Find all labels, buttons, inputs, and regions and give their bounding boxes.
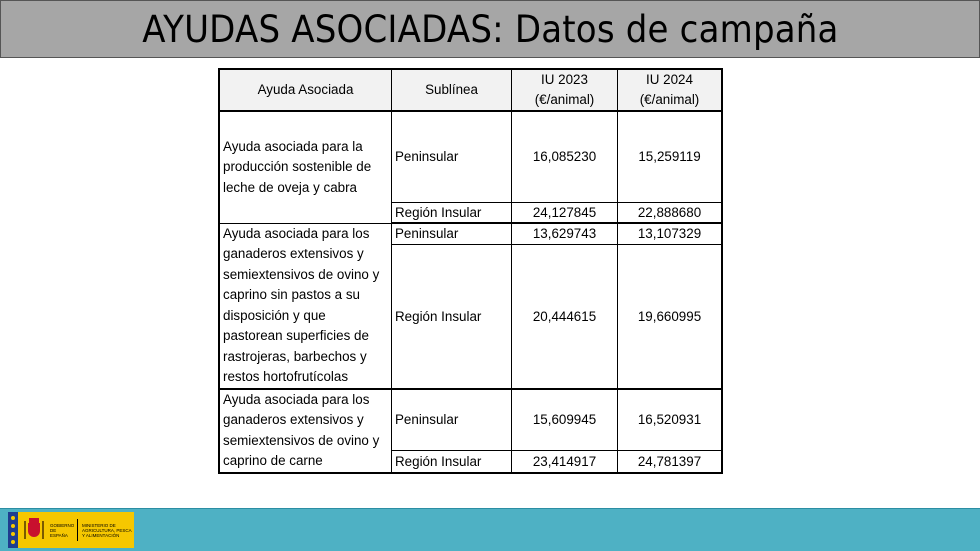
header-sublinea: Sublínea <box>392 69 512 111</box>
header-iu2024-unit: (€/animal) <box>639 92 700 107</box>
table-row <box>219 223 722 244</box>
iu2023-cell: 13,629743 <box>512 223 618 244</box>
group-description: Ayuda asociada para los ganaderos extensivos y semiextensivos de ovino y caprino sin pastos a su disposición y que pastorean superficies de rastrojeras, barbechos y restos hortofrutícolas <box>219 223 392 389</box>
iu2024-cell: 13,107329 <box>618 223 723 244</box>
sublinea-cell: Peninsular <box>392 111 512 202</box>
iu2023-cell: 15,609945 <box>512 389 618 451</box>
logo-separator <box>77 519 78 541</box>
iu2023-cell: 24,127845 <box>512 202 618 223</box>
iu2023-cell: 23,414917 <box>512 451 618 473</box>
logo-gobierno-text: GOBIERNO DE ESPAÑA <box>50 522 75 538</box>
logo-ministerio-text: MINISTERIO DE AGRICULTURA, PESCA Y ALIMENTACIÓN <box>82 522 132 538</box>
iu2024-cell: 19,660995 <box>618 244 723 388</box>
table-row <box>219 111 722 202</box>
iu2023-cell: 16,085230 <box>512 111 618 202</box>
table-header-row <box>219 69 722 111</box>
iu2024-cell: 16,520931 <box>618 389 723 451</box>
header-iu2023-unit: (€/animal) <box>534 92 595 107</box>
iu2023-cell: 20,444615 <box>512 244 618 388</box>
coat-of-arms-icon <box>24 517 44 543</box>
iu2024-cell: 22,888680 <box>618 202 723 223</box>
header-iu2024 <box>618 69 723 111</box>
table-row <box>219 389 722 451</box>
page-title: AYUDAS ASOCIADAS: Datos de campaña <box>141 7 839 51</box>
sublinea-cell: Región Insular <box>392 451 512 473</box>
iu2024-cell: 15,259119 <box>618 111 723 202</box>
header-ayuda: Ayuda Asociada <box>219 69 392 111</box>
aid-table <box>218 68 723 474</box>
government-logo <box>8 512 134 548</box>
sublinea-cell: Región Insular <box>392 244 512 388</box>
header-iu2023 <box>512 69 618 111</box>
title-bar <box>0 0 980 58</box>
footer-band <box>0 509 980 551</box>
iu2024-cell: 24,781397 <box>618 451 723 473</box>
group-description: Ayuda asociada para la producción sostenible de leche de oveja y cabra <box>219 111 392 223</box>
header-iu2024-year: IU 2024 <box>646 72 693 87</box>
sublinea-cell: Peninsular <box>392 389 512 451</box>
sublinea-cell: Región Insular <box>392 202 512 223</box>
eu-flag-icon <box>8 512 18 548</box>
header-iu2023-year: IU 2023 <box>541 72 588 87</box>
group-description: Ayuda asociada para los ganaderos extensivos y semiextensivos de ovino y caprino de carne <box>219 389 392 473</box>
sublinea-cell: Peninsular <box>392 223 512 244</box>
